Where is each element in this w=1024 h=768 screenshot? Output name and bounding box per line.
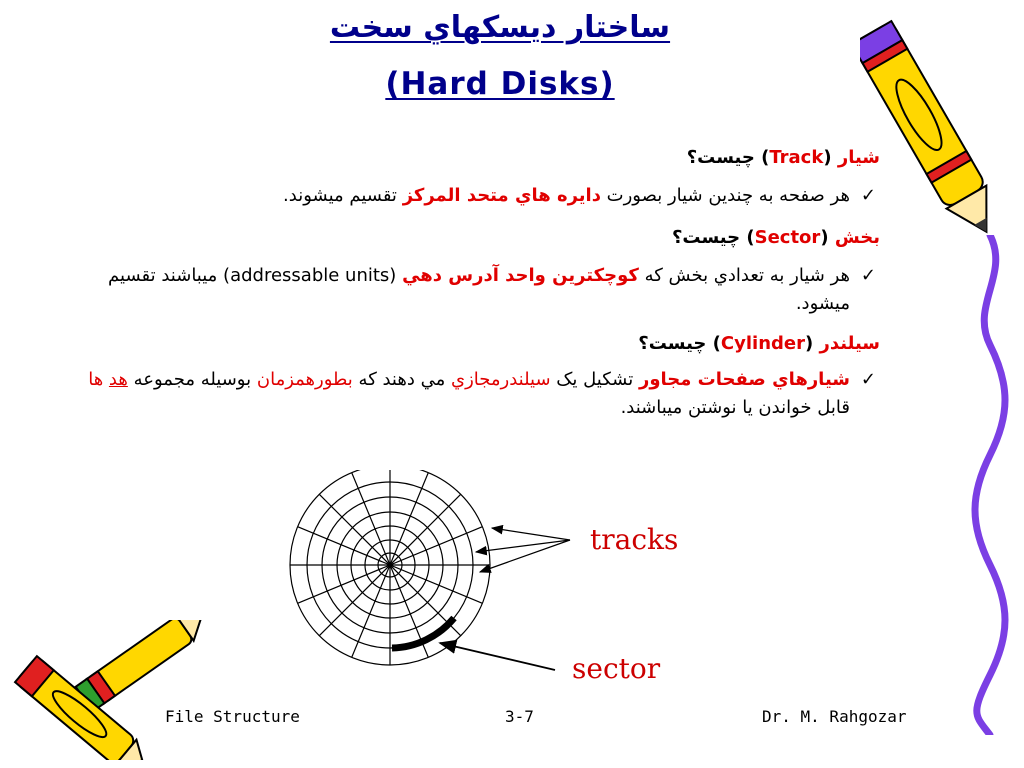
check-icon: ✓ bbox=[860, 369, 876, 390]
sector-arrow bbox=[440, 643, 555, 670]
check-icon: ✓ bbox=[860, 265, 876, 286]
footer-left: File Structure bbox=[165, 707, 300, 726]
cylinder-question: سيلندر (Cylinder) چيست؟ bbox=[638, 333, 880, 354]
sector-label: sector bbox=[572, 652, 661, 685]
check-icon: ✓ bbox=[860, 185, 876, 206]
track-bullet: ✓ هر صفحه به چندين شيار بصورت دايره هاي متحد المركز تقسيم ميشوند. bbox=[60, 182, 880, 210]
title-english: (Hard Disks) bbox=[385, 66, 615, 102]
tracks-label: tracks bbox=[590, 523, 679, 556]
cylinder-bullet: ✓ شيارهاي صفحات مجاور تشكيل يک سيلندرمجازي مي دهند كه بطورهمزمان بوسيله مجموعه هد ها قابل خواندن يا نوشتن ميباشند. bbox=[60, 366, 880, 422]
pencils-icon bbox=[0, 620, 210, 760]
sector-lines bbox=[290, 470, 490, 665]
sector-bullet: ✓ هر شيار به تعدادي بخش كه كوچكترين واحد آدرس دهي (addressable units) ميباشند تقسيم ميشود. bbox=[60, 262, 880, 318]
content bbox=[60, 144, 880, 422]
track-question: شيار (Track) چيست؟ bbox=[686, 147, 880, 168]
footer-center: 3-7 bbox=[505, 707, 534, 726]
pencil-icon bbox=[860, 0, 1000, 250]
footer-right: Dr. M. Rahgozar bbox=[762, 707, 907, 726]
squiggle-icon bbox=[965, 235, 1015, 735]
sector-question: بخش (Sector) چيست؟ bbox=[671, 227, 880, 248]
title-persian: ساختار دیسکهاي سخت bbox=[329, 10, 671, 45]
